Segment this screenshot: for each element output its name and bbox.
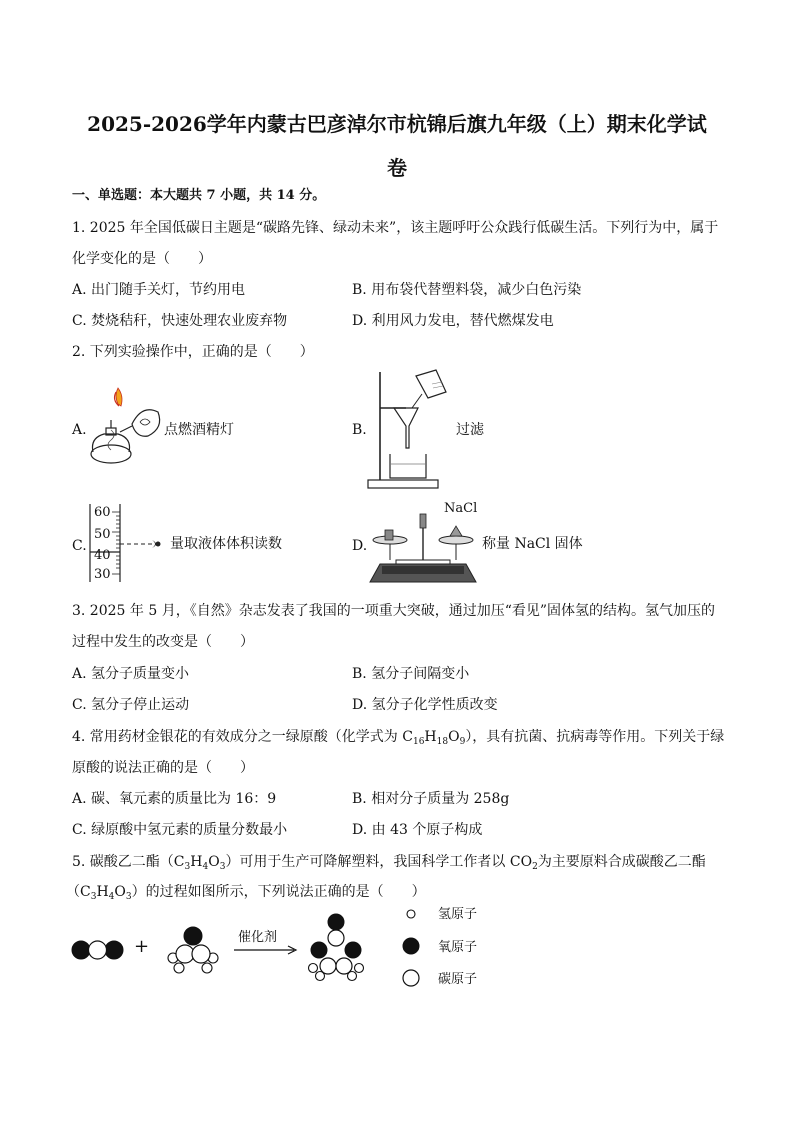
q4-option-b: B. 相对分子质量为 258g bbox=[352, 791, 510, 807]
co2-molecule bbox=[70, 935, 126, 965]
product-molecule bbox=[306, 912, 366, 984]
q3-option-a: A. 氢分子质量变小 bbox=[72, 666, 190, 682]
q1-option-a: A. 出门随手关灯，节约用电 bbox=[72, 282, 246, 298]
legend-oxygen: 氧原子 bbox=[438, 940, 478, 955]
legend-carbon: 碳原子 bbox=[438, 972, 478, 987]
q5-stem-line1: 5. 碳酸乙二酯$(C_3H_4O_3)$可用于生产可降解塑料，我国科学工作者以 $CO_2$为主要原料合成碳酸乙二酯 bbox=[72, 854, 706, 872]
title-line-2: 卷 bbox=[387, 156, 407, 180]
q3-stem-line2: 过程中发生的改变是（ ） bbox=[72, 634, 254, 650]
scale-label-30: 30 bbox=[94, 567, 111, 582]
q1-option-c: C. 焚烧秸秆，快速处理农业废弃物 bbox=[72, 313, 288, 329]
q4-option-d: D. 由 43 个原子构成 bbox=[352, 822, 483, 838]
nacl-label: NaCl bbox=[444, 501, 478, 516]
q2-option-d-text: 称量 NaCl 固体 bbox=[482, 536, 583, 552]
q2-option-c-text: 量取液体体积读数 bbox=[170, 536, 282, 552]
q3-option-c: C. 氢分子停止运动 bbox=[72, 697, 190, 713]
q3-option-d: D. 氢分子化学性质改变 bbox=[352, 697, 498, 713]
q4-option-c: C. 绿原酸中氢元素的质量分数最小 bbox=[72, 822, 288, 838]
section-heading: 一、单选题：本大题共 7 小题，共 14 分。 bbox=[72, 188, 326, 203]
epoxide-molecule bbox=[163, 922, 223, 974]
reaction-arrow bbox=[232, 944, 298, 956]
q4-stem-line2: 原酸的说法正确的是（ ） bbox=[72, 760, 254, 776]
q1-stem-line2: 化学变化的是（ ） bbox=[72, 251, 212, 267]
q4-stem-line1: 4. 常用药材金银花的有效成分之一绿原酸（化学式为 $C_{16}H_{18}O_9$），具有抗菌、抗病毒等作用。下列关于绿 bbox=[72, 729, 725, 747]
legend-hydrogen: 氢原子 bbox=[438, 907, 478, 922]
scale-label-50: 50 bbox=[94, 527, 111, 542]
scale-label-60: 60 bbox=[94, 505, 111, 520]
filtration-figure bbox=[366, 368, 456, 492]
q3-stem-line1: 3. 2025 年 5 月，《自然》杂志发表了我国的一项重大突破，通过加压“看见”固体氢的结构。氢气加压的 bbox=[72, 603, 716, 619]
catalyst-label: 催化剂 bbox=[238, 930, 278, 945]
q1-option-d: D. 利用风力发电，替代燃煤发电 bbox=[352, 313, 554, 329]
atom-legend bbox=[400, 906, 424, 990]
exam-title bbox=[72, 102, 722, 190]
q2-option-c-letter: C. bbox=[72, 538, 87, 554]
q3-option-b: B. 氢分子间隔变小 bbox=[352, 666, 470, 682]
q2-option-d-letter: D. bbox=[352, 538, 368, 554]
title-line-1: 2025-2026学年内蒙古巴彦淖尔市杭锦后旗九年级（上）期末化学试 bbox=[87, 112, 707, 136]
q2-stem: 2. 下列实验操作中，正确的是（ ） bbox=[72, 344, 314, 360]
q2-option-b-text: 过滤 bbox=[456, 422, 484, 438]
q1-stem-line1: 1. 2025 年全国低碳日主题是“碳路先锋、绿动未来”，该主题呼吁公众践行低碳生活。下列行为中，属于 bbox=[72, 220, 719, 236]
q2-option-a-letter: A. bbox=[72, 422, 87, 438]
q5-stem-line2: $(C_3H_4O_3)$的过程如图所示，下列说法正确的是（ ） bbox=[66, 884, 426, 902]
plus-sign: + bbox=[134, 936, 150, 957]
q4-option-a: A. 碳、氧元素的质量比为 16：9 bbox=[72, 791, 277, 807]
scale-label-40: 40 bbox=[94, 548, 111, 563]
alcohol-lamp-figure bbox=[84, 384, 174, 474]
q2-option-a-text: 点燃酒精灯 bbox=[164, 422, 234, 438]
q1-option-b: B. 用布袋代替塑料袋，减少白色污染 bbox=[352, 282, 582, 298]
q2-option-b-letter: B. bbox=[352, 422, 367, 438]
